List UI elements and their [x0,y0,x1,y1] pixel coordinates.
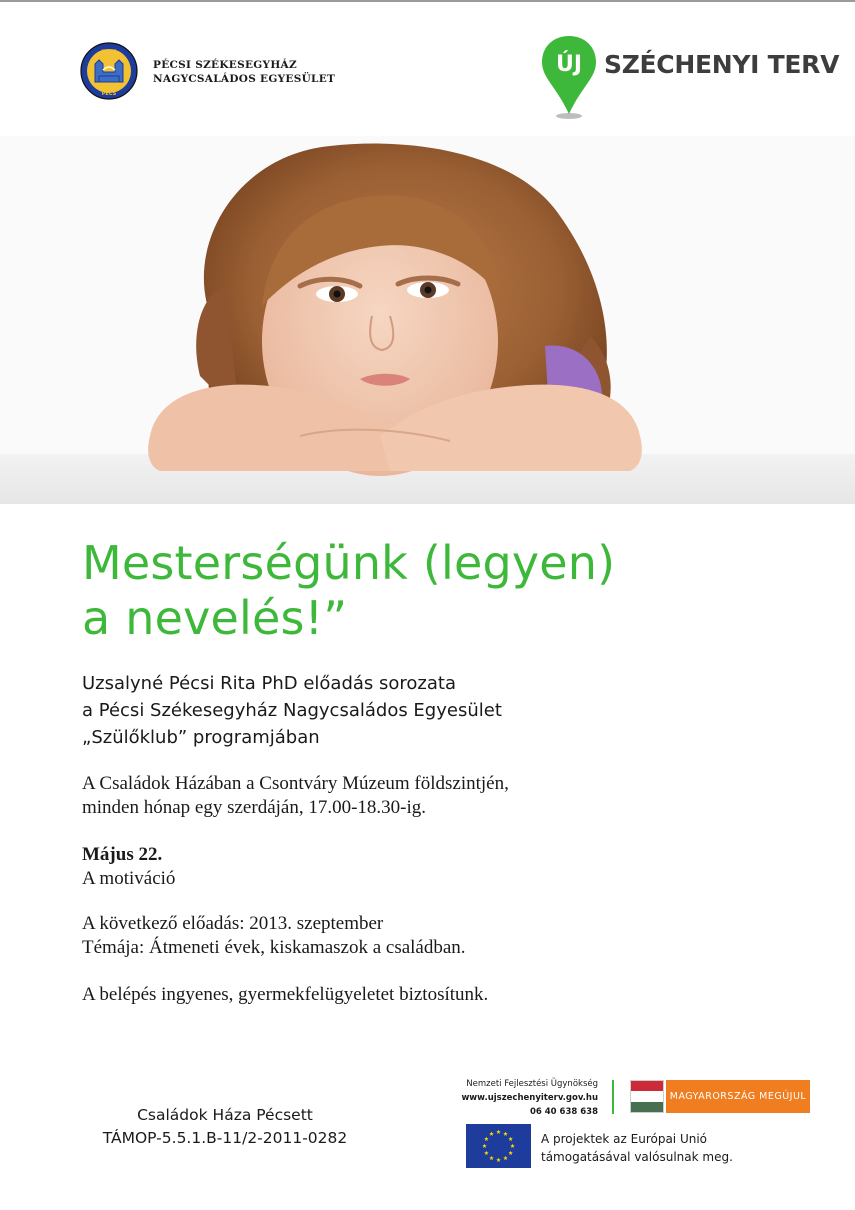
agency-url: www.ujszechenyiterv.gov.hu [461,1093,598,1103]
page-title [82,536,802,646]
hungarian-flag-icon [630,1080,664,1113]
megujul-badge: MAGYARORSZÁG MEGÚJUL [666,1080,810,1113]
next-line1: A következő előadás: 2013. szeptember [82,913,384,934]
footer-place-block [92,1104,358,1150]
venue-line1: A Családok Házában a Csontváry Múzeum földszintjén, [82,773,509,794]
program-logo-mark: ÚJ [555,52,583,77]
footer-project-code: TÁMOP-5.5.1.B-11/2-2011-0282 [102,1129,348,1147]
agency-name: Nemzeti Fejlesztési Ügynökség [466,1079,598,1089]
child-photo [0,136,855,504]
subtitle-line1: Uzsalyné Pécsi Rita PhD előadás sorozata [82,673,456,694]
next-event-info [82,912,802,960]
next-line2: Témája: Átmeneti évek, kiskamaszok a családban. [82,937,466,958]
agency-block [440,1077,598,1119]
subtitle [82,670,802,751]
venue-info [82,772,802,820]
noe-crest-icon [80,42,138,100]
event-info [82,843,802,891]
eu-line1: A projektek az Európai Unió [541,1132,708,1146]
program-logo-text: SZÉCHENYI TERV [604,50,840,79]
event-date: Május 22. [82,844,163,865]
agency-phone: 06 40 638 638 [529,1107,598,1117]
eu-line2: támogatásával valósulnak meg. [541,1150,733,1164]
org-name-line2: NAGYCSALÁDOS EGYESÜLET [153,73,336,85]
org-name-line1: PÉCSI SZÉKESEGYHÁZ [153,59,297,71]
top-rule [0,0,855,2]
entry-info: A belépés ingyenes, gyermekfelügyeletet biztosítunk. [82,984,489,1005]
org-name [153,58,335,86]
eu-flag-icon [466,1124,531,1168]
subtitle-line2: a Pécsi Székesegyház Nagycsaládos Egyesület [82,700,502,721]
footer-place: Családok Háza Pécsett [137,1106,313,1124]
eu-support-text [541,1130,781,1166]
location-pin-icon [540,34,600,120]
title-line2: a nevelés!” [82,591,348,645]
footer-divider [612,1080,614,1114]
subtitle-line3: „Szülőklub” programjában [82,727,320,748]
event-topic: A motiváció [82,868,176,889]
venue-line2: minden hónap egy szerdáján, 17.00-18.30-ig. [82,797,427,818]
org-logo-text-top: NOE [101,48,117,56]
title-line1: Mesterségünk (legyen) [82,536,616,590]
org-logo-text-bottom: PÉCS [101,91,117,97]
